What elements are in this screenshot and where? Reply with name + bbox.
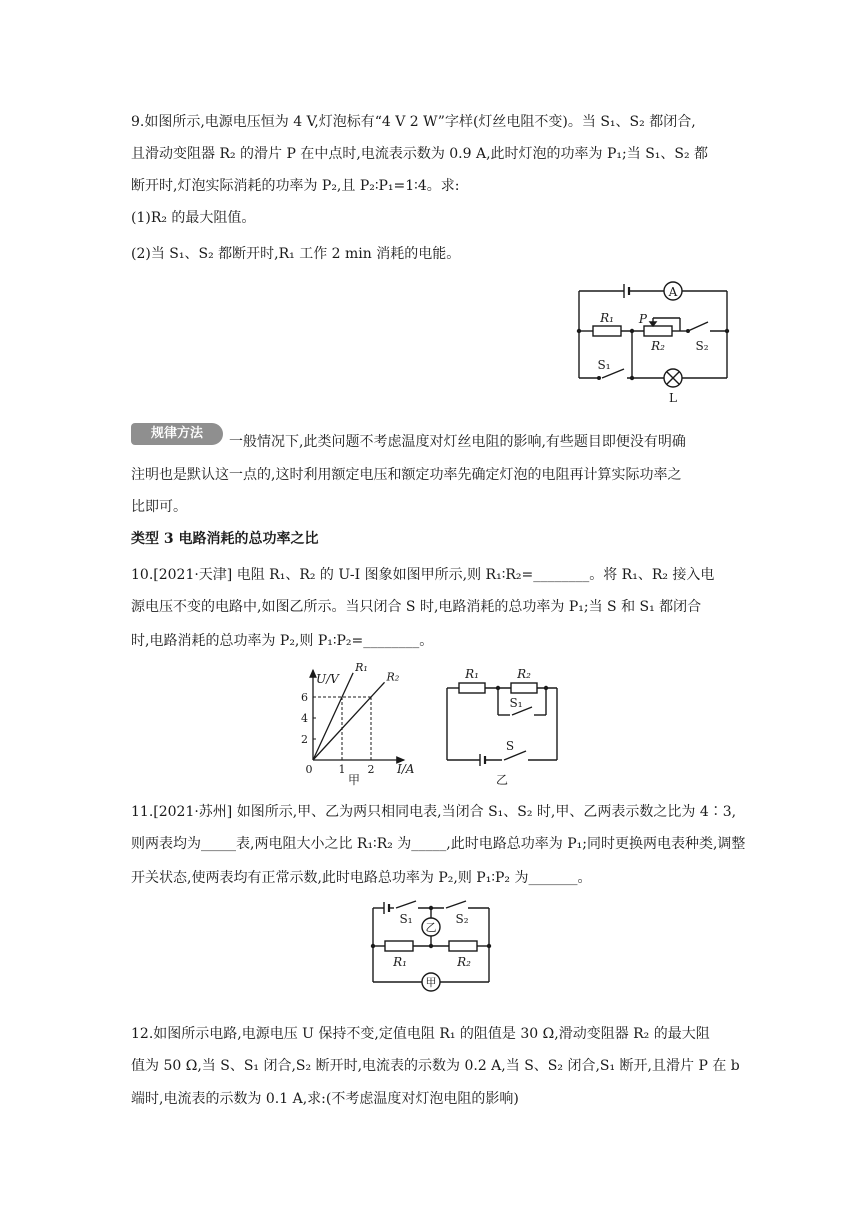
q10-circuit-figure <box>440 664 564 788</box>
x-tick-1: 1 <box>338 763 346 776</box>
ammeter-label: A <box>668 285 678 299</box>
y-axis-label: U/V <box>316 672 339 686</box>
q11-line-1: 11.[2021·苏州] 如图所示,甲、乙为两只相同电表,当闭合 S₁、S₂ 时,甲、乙两表示数之比为 4∶3, <box>131 804 737 820</box>
q12-line-3: 端时,电流表的示数为 0.1 A,求:(不考虑温度对灯泡电阻的影响) <box>131 1091 519 1107</box>
series-label-2: R₂ <box>386 670 400 684</box>
q12-line-2: 值为 50 Ω,当 S、S₁ 闭合,S₂ 断开时,电流表的示数为 0.2 A,当 S、S₂ 闭合,S₁ 断开,且滑片 P 在 b <box>131 1058 740 1074</box>
q9-line-2: 且滑动变阻器 R₂ 的滑片 P 在中点时,电流表示数为 0.9 A,此时灯泡的功率为 P₁;当 S₁、S₂ 都 <box>131 146 709 162</box>
r1-label: R₁ <box>600 311 614 325</box>
q10-ui-graph <box>292 660 422 788</box>
q10-s1-label: S₁ <box>509 696 523 710</box>
s2-label: S₂ <box>695 339 709 353</box>
q9-circuit-figure <box>572 278 734 408</box>
q11-line-2: 则两表均为_____表,两电阻大小之比 R₁∶R₂ 为_____,此时电路总功率为 P₁;同时更换两电表种类,调整 <box>131 836 746 852</box>
meter-jia-label: 甲 <box>425 976 437 989</box>
method-line-3: 比即可。 <box>131 499 187 515</box>
q11-r2-label: R₂ <box>457 955 471 969</box>
method-line-2: 注明也是默认这一点的,这时利用额定电压和额定功率先确定灯泡的电阻再计算实际功率之 <box>131 467 682 483</box>
series-label-1: R₁ <box>355 660 368 674</box>
series-line-2 <box>313 682 385 760</box>
q10-s-label: S <box>505 739 515 753</box>
x-tick-0: 0 <box>305 763 313 776</box>
x-axis-label: I/A <box>397 762 415 776</box>
q11-r1-label: R₁ <box>393 955 407 969</box>
q10-line-1: 10.[2021·天津] 电阻 R₁、R₂ 的 U-I 图象如图甲所示,则 R₁∶R₂=________。将 R₁、R₂ 接入电 <box>131 567 715 583</box>
q9-part-2: (2)当 S₁、S₂ 都断开时,R₁ 工作 2 min 消耗的电能。 <box>131 246 461 262</box>
q10-r2-label: R₂ <box>517 667 531 681</box>
q10-line-3: 时,电路消耗的总功率为 P₂,则 P₁∶P₂=________。 <box>131 633 434 649</box>
method-line-1: 一般情况下,此类问题不考虑温度对灯丝电阻的影响,有些题目即便没有明确 <box>229 434 686 450</box>
meter-yi-label: 乙 <box>425 921 437 934</box>
lamp-label: L <box>669 391 677 405</box>
q12-line-1: 12.如图所示电路,电源电压 U 保持不变,定值电阻 R₁ 的阻值是 30 Ω,滑动变阻器 R₂ 的最大阻 <box>131 1026 710 1042</box>
s1-label: S₁ <box>597 358 611 372</box>
q11-s1-label: S₁ <box>399 912 413 926</box>
q11-s2-label: S₂ <box>455 912 469 926</box>
method-badge: 规律方法 <box>131 423 223 445</box>
x-tick-2: 2 <box>367 763 375 776</box>
y-tick-2: 2 <box>301 733 308 746</box>
y-tick-6: 6 <box>301 691 308 704</box>
q9-line-3: 断开时,灯泡实际消耗的功率为 P₂,且 P₂∶P₁=1∶4。求: <box>131 178 460 194</box>
r2-label: R₂ <box>651 339 665 353</box>
q10-r1-label: R₁ <box>465 667 479 681</box>
q11-circuit-figure <box>364 898 496 996</box>
q9-part-1: (1)R₂ 的最大阻值。 <box>131 210 256 226</box>
p-label: P <box>638 312 647 326</box>
section-heading: 类型 3 电路消耗的总功率之比 <box>131 531 319 547</box>
q11-line-3: 开关状态,使两表均有正常示数,此时电路总功率为 P₂,则 P₁∶P₂ 为_______。 <box>131 870 592 886</box>
y-tick-4: 4 <box>301 712 308 725</box>
q10-line-2: 源电压不变的电路中,如图乙所示。当只闭合 S 时,电路消耗的总功率为 P₁;当 S 和 S₁ 都闭合 <box>131 599 702 615</box>
q9-line-1: 9.如图所示,电源电压恒为 4 V,灯泡标有“4 V 2 W”字样(灯丝电阻不变)。当 S₁、S₂ 都闭合, <box>131 114 696 130</box>
q10-circuit-caption: 乙 <box>495 773 509 787</box>
graph-caption: 甲 <box>347 773 361 787</box>
